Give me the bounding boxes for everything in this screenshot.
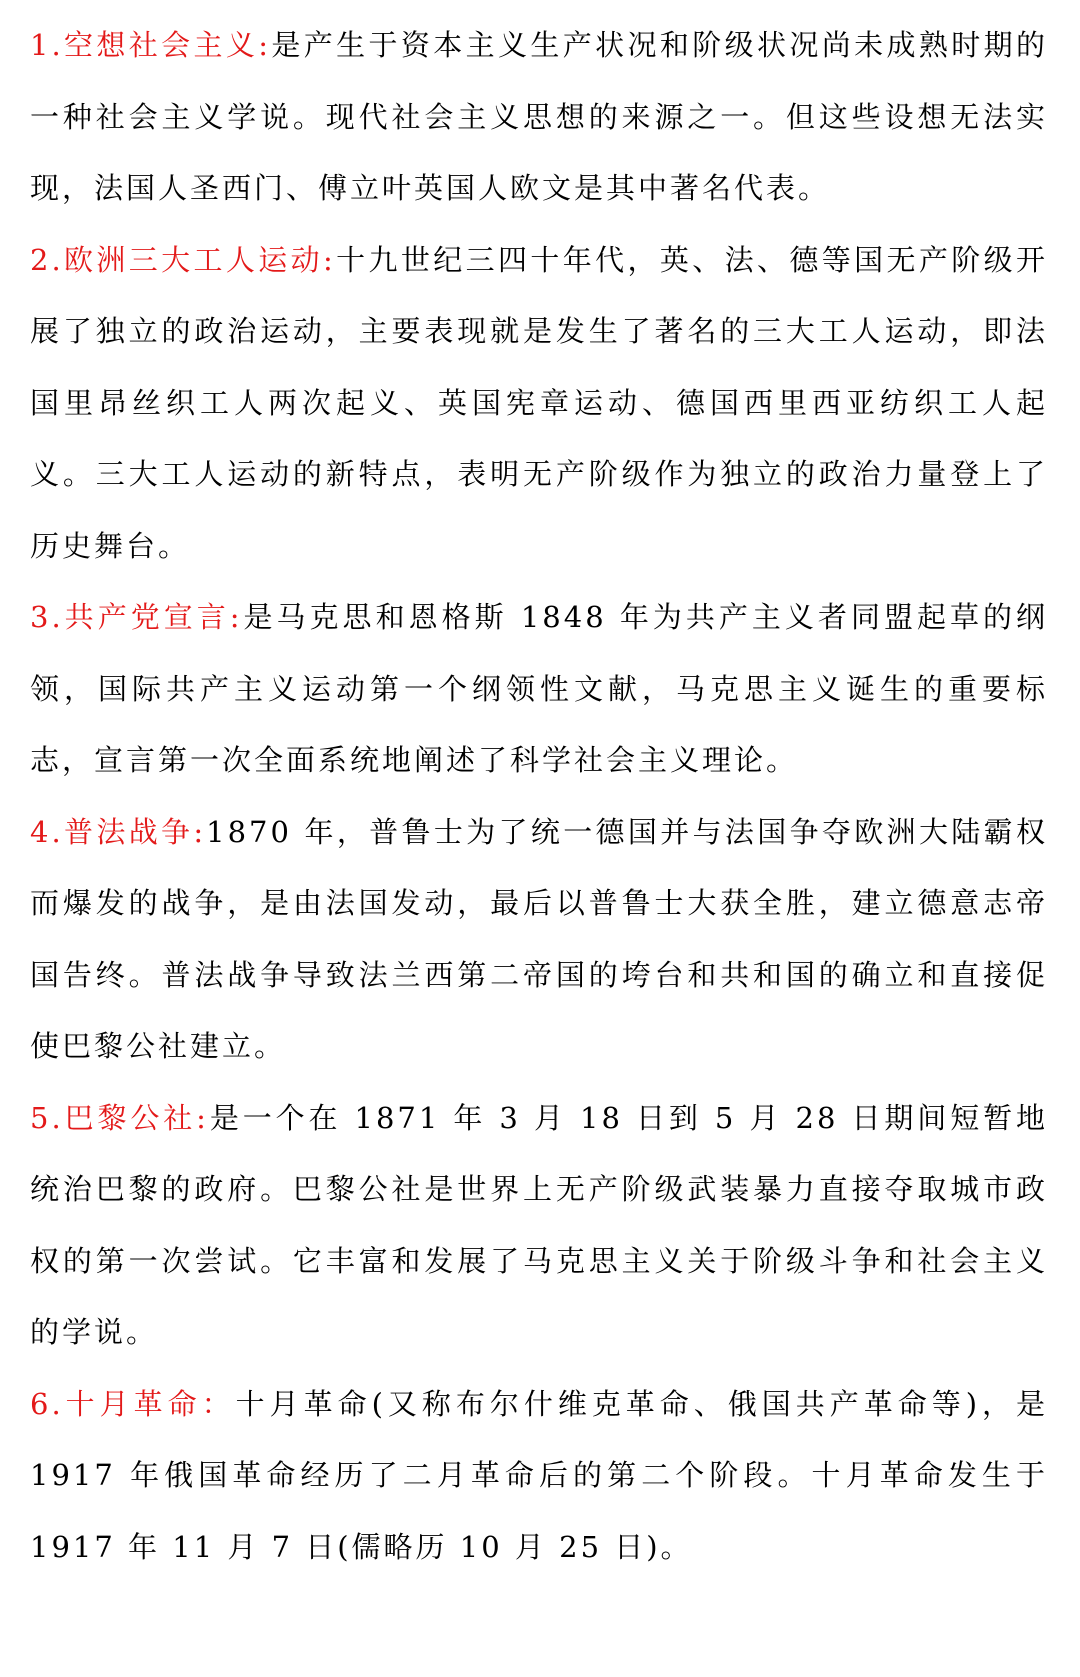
entry-term: 2.欧洲三大工人运动:: [30, 242, 336, 277]
entry-term: 6.十月革命：: [30, 1386, 236, 1421]
entry-term: 5.巴黎公社:: [30, 1100, 209, 1135]
document-body: [30, 10, 1048, 1583]
entry-text: 十月革命(又称布尔什维克革命、俄国共产革命等)，是 1917 年俄国革命经历了二月革命后的第二个阶段。十月革命发生于 1917 年 11 月 7 日(儒略历 10 月 25 日)。: [30, 1386, 1048, 1564]
entry-paris-commune: [30, 1083, 1048, 1369]
entry-communist-manifesto: [30, 582, 1048, 797]
entry-text: 是马克思和恩格斯 1848 年为共产主义者同盟起草的纲领，国际共产主义运动第一个纲领性文献，马克思主义诞生的重要标志，宣言第一次全面系统地阐述了科学社会主义理论。: [30, 600, 1048, 777]
entry-term: 4.普法战争:: [30, 814, 207, 849]
entry-text: 1870 年，普鲁士为了统一德国并与法国争夺欧洲大陆霸权而爆发的战争，是由法国发动，最后以普鲁士大获全胜，建立德意志帝国告终。普法战争导致法兰西第二帝国的垮台和共和国的确立和直接促使巴黎公社建立。: [30, 814, 1048, 1063]
entry-october-revolution: [30, 1369, 1048, 1584]
entry-three-workers-movements: [30, 225, 1048, 583]
entry-text: 是一个在 1871 年 3 月 18 日到 5 月 28 日期间短暂地统治巴黎的政府。巴黎公社是世界上无产阶级武装暴力直接夺取城市政权的第一次尝试。它丰富和发展了马克思主义关于阶级斗争和社会主义的学说。: [30, 1100, 1048, 1349]
entry-text: 十九世纪三四十年代，英、法、德等国无产阶级开展了独立的政治运动，主要表现就是发生了著名的三大工人运动，即法国里昂丝织工人两次起义、英国宪章运动、德国西里西亚纺织工人起义。三大工人运动的新特点，表明无产阶级作为独立的政治力量登上了历史舞台。: [30, 242, 1048, 563]
entry-text: 是产生于资本主义生产状况和阶级状况尚未成熟时期的一种社会主义学说。现代社会主义思想的来源之一。但这些设想无法实现，法国人圣西门、傅立叶英国人欧文是其中著名代表。: [30, 28, 1048, 205]
entry-franco-prussian-war: [30, 797, 1048, 1083]
entry-term: 1.空想社会主义:: [30, 28, 272, 62]
entry-utopian-socialism: [30, 10, 1048, 225]
entry-term: 3.共产党宣言:: [30, 600, 243, 634]
